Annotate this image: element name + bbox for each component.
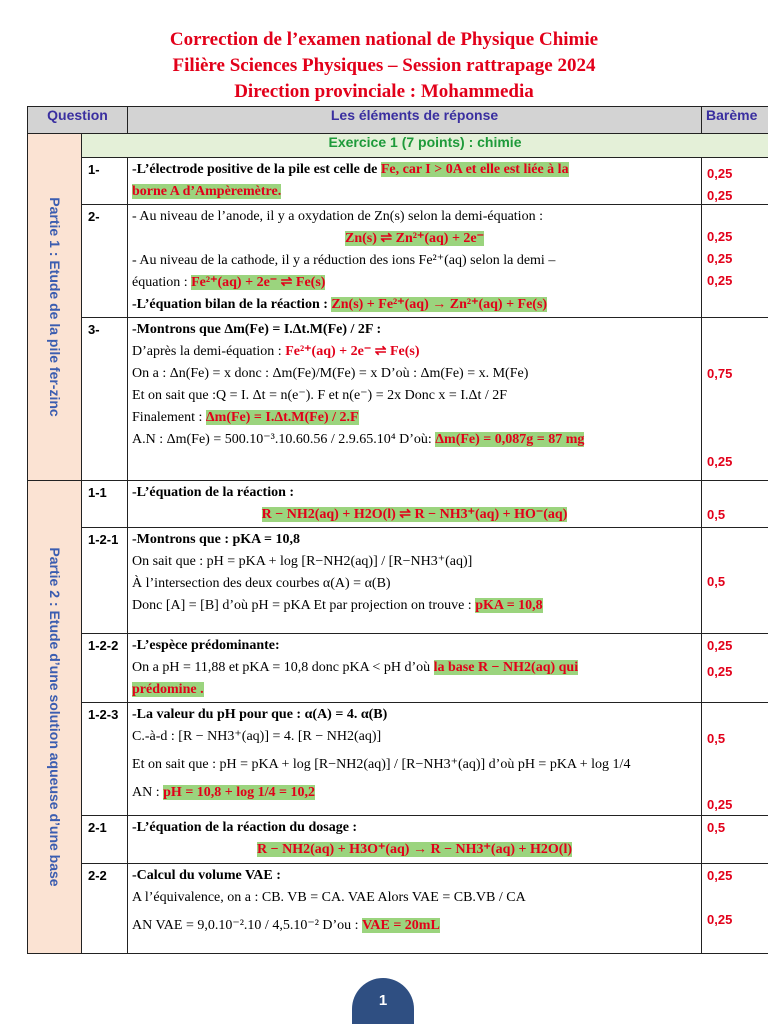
question-number: 3- bbox=[82, 318, 128, 481]
table-row bbox=[28, 318, 768, 481]
question-number: 2-2 bbox=[82, 864, 128, 954]
answer-cell bbox=[128, 318, 702, 481]
score: 0,5 bbox=[707, 820, 726, 835]
score-cell bbox=[702, 634, 768, 703]
table-row bbox=[28, 864, 768, 954]
answer-text: -Calcul du volume VAE : bbox=[132, 868, 281, 883]
answer-text: Finalement : bbox=[132, 410, 206, 425]
answer-text: C.-à-d : [R − NH3⁺(aq)] = 4. [R − NH2(aq)] bbox=[132, 729, 382, 744]
table-row bbox=[28, 634, 768, 703]
answer-text: A l’équivalence, on a : CB. VB = CA. VAE Alors VAE = CB.VB / CA bbox=[132, 890, 526, 905]
answer-text: -Montrons que : pKA = 10,8 bbox=[132, 532, 300, 547]
answer-text: Donc [A] = [B] d’où pH = pKA Et par projection on trouve : bbox=[132, 598, 476, 613]
score: 0,25 bbox=[707, 166, 733, 181]
score: 0,25 bbox=[707, 664, 733, 679]
score: 0,25 bbox=[707, 912, 733, 927]
answer-cell bbox=[128, 816, 702, 864]
answer-text: -La valeur du pH pour que : α(A) = 4. α(B) bbox=[132, 707, 388, 722]
score: 0,25 bbox=[707, 251, 733, 266]
answer-text: - Au niveau de l’anode, il y a oxydation de Zn(s) selon la demi-équation : bbox=[132, 209, 543, 224]
answer-highlight: Δm(Fe) = I.Δt.M(Fe) / 2.F bbox=[205, 410, 359, 425]
score: 0,5 bbox=[707, 574, 726, 589]
answer-cell bbox=[128, 158, 702, 205]
score-cell bbox=[702, 864, 768, 954]
answer-text: - Au niveau de la cathode, il y a réduction des ions Fe²⁺(aq) selon la demi – bbox=[132, 253, 556, 268]
document-header bbox=[0, 27, 768, 105]
question-number: 1-2-3 bbox=[82, 703, 128, 816]
answer-highlight: R − NH2(aq) + H2O(l) ⇌ R − NH3⁺(aq) + HO⁻(aq) bbox=[261, 507, 568, 522]
score: 0,75 bbox=[707, 366, 733, 381]
col-bareme: Barème bbox=[702, 107, 768, 134]
score: 0,25 bbox=[707, 454, 733, 469]
part2-label: Partie 2 : Etude d’une solution aqueuse d’une base bbox=[46, 547, 63, 887]
part1-cell bbox=[28, 134, 82, 481]
answer-cell bbox=[128, 528, 702, 634]
answer-text: -L’équation de la réaction : bbox=[132, 485, 295, 500]
answer-cell bbox=[128, 205, 702, 318]
question-number: 1-1 bbox=[82, 481, 128, 528]
answer-text: -Montrons que Δm(Fe) = I.Δt.M(Fe) / 2F : bbox=[132, 322, 382, 337]
score: 0,25 bbox=[707, 868, 733, 883]
score: 0,5 bbox=[707, 731, 726, 746]
answer-text: -L’espèce prédominante: bbox=[132, 638, 280, 653]
table-row bbox=[28, 528, 768, 634]
answer-text: AN VAE = 9,0.10⁻².10 / 4,5.10⁻² D’ou : bbox=[132, 918, 363, 933]
header-direction: Direction provinciale : Mohammedia bbox=[234, 81, 534, 102]
answer-cell bbox=[128, 481, 702, 528]
answer-cell bbox=[128, 703, 702, 816]
answer-text: A.N : Δm(Fe) = 500.10⁻³.10.60.56 / 2.9.65.10⁴ D’où: bbox=[132, 432, 436, 447]
answer-text: Et on sait que :Q = I. Δt = n(e⁻). F et n(e⁻) = 2x Donc x = I.Δt / 2F bbox=[132, 388, 508, 403]
answer-text: AN : bbox=[132, 785, 164, 800]
question-number: 1-2-1 bbox=[82, 528, 128, 634]
answer-text: On a : Δn(Fe) = x donc : Δm(Fe)/M(Fe) = x D’où : Δm(Fe) = x. M(Fe) bbox=[132, 366, 529, 381]
score: 0,25 bbox=[707, 273, 733, 288]
answer-text: Et on sait que : pH = pKA + log [R−NH2(aq)] / [R−NH3⁺(aq)] d’où pH = pKA + log 1/4 bbox=[132, 757, 631, 772]
score-cell bbox=[702, 528, 768, 634]
table-row bbox=[28, 703, 768, 816]
answer-highlight: Fe, car I > 0A et elle est liée à la bbox=[380, 162, 569, 177]
col-elements: Les éléments de réponse bbox=[128, 107, 702, 134]
score-cell bbox=[702, 158, 768, 205]
answer-highlight: borne A d’Ampèremètre. bbox=[132, 184, 282, 199]
question-number: 1-2-2 bbox=[82, 634, 128, 703]
question-number: 1- bbox=[82, 158, 128, 205]
table-row bbox=[28, 158, 768, 205]
question-number: 2- bbox=[82, 205, 128, 318]
answer-cell bbox=[128, 864, 702, 954]
table-row bbox=[28, 816, 768, 864]
score: 0,25 bbox=[707, 638, 733, 653]
header-title: Correction de l’examen national de Physique Chimie bbox=[169, 29, 599, 50]
answer-highlight: prédomine . bbox=[132, 682, 204, 697]
score: 0,25 bbox=[707, 797, 733, 812]
answer-text: équation : bbox=[132, 275, 192, 290]
table-row bbox=[28, 205, 768, 318]
answer-text: -L’électrode positive de la pile est celle de bbox=[132, 162, 381, 177]
question-number: 2-1 bbox=[82, 816, 128, 864]
answer-highlight: Zn(s) + Fe²⁺(aq) → Zn²⁺(aq) + Fe(s) bbox=[331, 297, 548, 312]
score: 0,25 bbox=[707, 188, 733, 203]
score-cell bbox=[702, 816, 768, 864]
answer-cell bbox=[128, 634, 702, 703]
answer-text: -L’équation bilan de la réaction : bbox=[132, 297, 332, 312]
answer-text: On sait que : pH = pKA + log [R−NH2(aq)] / [R−NH3⁺(aq)] bbox=[132, 554, 473, 569]
score: 0,25 bbox=[707, 229, 733, 244]
correction-table bbox=[27, 106, 768, 954]
col-question: Question bbox=[28, 107, 128, 134]
answer-equation: Fe²⁺(aq) + 2e⁻ ⇌ Fe(s) bbox=[285, 344, 420, 359]
score-cell bbox=[702, 481, 768, 528]
answer-text: D’après la demi-équation : bbox=[132, 344, 286, 359]
answer-highlight: Fe²⁺(aq) + 2e⁻ ⇌ Fe(s) bbox=[191, 275, 326, 290]
answer-text: -L’équation de la réaction du dosage : bbox=[132, 820, 358, 835]
answer-highlight: R − NH2(aq) + H3O⁺(aq) → R − NH3⁺(aq) + H2O(l) bbox=[257, 842, 573, 857]
answer-highlight: pH = 10,8 + log 1/4 = 10,2 bbox=[163, 785, 316, 800]
answer-highlight: Zn(s) ⇌ Zn²⁺(aq) + 2e⁻ bbox=[345, 231, 485, 246]
score-cell bbox=[702, 205, 768, 318]
score: 0,5 bbox=[707, 507, 726, 522]
part1-label: Partie 1 : Etude de la pile fer-zinc bbox=[46, 197, 63, 417]
score-cell bbox=[702, 318, 768, 481]
score-cell bbox=[702, 703, 768, 816]
exercise-title: Exercice 1 (7 points) : chimie bbox=[82, 134, 768, 158]
answer-highlight: VAE = 20mL bbox=[362, 918, 440, 933]
part2-cell bbox=[28, 481, 82, 954]
header-subtitle: Filière Sciences Physiques – Session rattrapage 2024 bbox=[172, 55, 596, 76]
answer-text: On a pH = 11,88 et pKA = 10,8 donc pKA < pH d’où bbox=[132, 660, 434, 675]
answer-highlight: pKA = 10,8 bbox=[475, 598, 543, 613]
answer-text: À l’intersection des deux courbes α(A) = α(B) bbox=[132, 576, 391, 591]
answer-highlight: Δm(Fe) = 0,087g = 87 mg bbox=[435, 432, 585, 447]
table-header-row bbox=[28, 107, 768, 134]
table-row bbox=[28, 481, 768, 528]
page-number: 1 bbox=[352, 978, 414, 1024]
answer-highlight: la base R − NH2(aq) qui bbox=[433, 660, 579, 675]
